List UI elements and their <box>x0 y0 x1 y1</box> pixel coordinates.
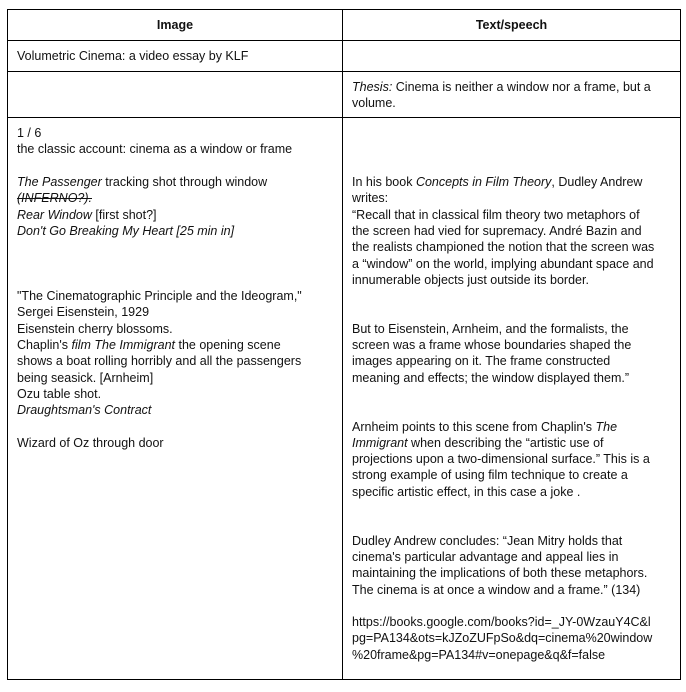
conclusion-line: cinema's particular advantage and appeal lies in <box>352 549 619 564</box>
thesis-line-2: volume. <box>352 95 396 110</box>
draughtsman-note: Draughtsman's Contract <box>17 403 152 418</box>
arnheim-line: Immigrant when describing the “artistic use of <box>352 435 604 450</box>
source-url-line[interactable]: pg=PA134&ots=kJZoZUFpSo&dq=cinema%20window <box>352 631 653 646</box>
thesis-text: Cinema is neither a window nor a frame, but a <box>392 79 651 94</box>
eisenstein-note: Sergei Eisenstein, 1929 <box>17 305 150 320</box>
passenger-note: The Passenger tracking shot through window <box>17 175 268 190</box>
section-counter: 1 / 6 <box>17 126 42 141</box>
ozu-note: Ozu table shot. <box>17 386 102 401</box>
title-cell: Volumetric Cinema: a video essay by KLF <box>8 41 343 71</box>
header-text-speech: Text/speech <box>343 10 681 41</box>
title-text-cell <box>343 41 681 71</box>
cine-principle-note: "The Cinematographic Principle and the Ideogram," <box>17 289 302 304</box>
chaplin-note-2: shows a boat rolling horribly and all the passengers <box>17 354 302 369</box>
arnheim-line: strong example of using film technique to create a <box>352 468 628 483</box>
title-row <box>8 41 681 71</box>
wizard-note: Wizard of Oz through door <box>17 435 164 450</box>
quote-2-line: screen was a frame whose boundaries shaped the <box>352 338 632 353</box>
inferno-note: (INFERNO?). <box>17 191 92 206</box>
quote-1-line: a “window” on the world, implying abundant space and <box>352 256 654 271</box>
andrew-intro: In his book Concepts in Film Theory, Dudley Andrew <box>352 175 643 190</box>
thesis-line-1 <box>352 79 672 95</box>
thesis-image-cell <box>8 71 343 118</box>
quote-2-line: images appearing on it. The frame constructed <box>352 354 611 369</box>
dont-go-note: Don't Go Breaking My Heart [25 min in] <box>17 223 235 238</box>
arnheim-line: specific artistic effect, in this case a joke . <box>352 484 581 499</box>
passenger-title: The Passenger <box>17 175 102 190</box>
cherry-note: Eisenstein cherry blossoms. <box>17 321 173 336</box>
speech-cell <box>343 118 681 680</box>
script-table <box>7 9 681 680</box>
conclusion-line: The cinema is at once a window and a frame.” (134) <box>352 582 641 597</box>
arnheim-line: projections upon a two-dimensional surface.” This is a <box>352 452 650 467</box>
thesis-cell <box>343 71 681 118</box>
book-title: Concepts in Film Theory <box>415 175 552 190</box>
rear-window-note: Rear Window [first shot?] <box>17 207 157 222</box>
quote-1-line: innumerable objects just outside its border. <box>352 272 589 287</box>
quote-2-line: But to Eisenstein, Arnheim, and the formalists, the <box>352 321 629 336</box>
header-image: Image <box>8 10 343 41</box>
section-subtitle: the classic account: cinema as a window or frame <box>17 142 293 157</box>
conclusion-line: Dudley Andrew concludes: “Jean Mitry holds that <box>352 533 623 548</box>
thesis-row <box>8 71 681 118</box>
quote-1-line: the screen had vied for supremacy. André Bazin and <box>352 223 642 238</box>
arnheim-line: Arnheim points to this scene from Chaplin's The <box>352 419 618 434</box>
source-url-line[interactable]: %20frame&pg=PA134#v=onepage&q&f=false <box>352 647 606 662</box>
quote-2-line: meaning and effects; the window displayed them.” <box>352 370 630 385</box>
conclusion-line: maintaining the implications of both these metaphors. <box>352 566 648 581</box>
thesis-label: Thesis: <box>352 79 393 94</box>
chaplin-note: Chaplin's film The Immigrant the opening scene <box>17 338 281 353</box>
source-url-line[interactable]: https://books.google.com/books?id=_JY-0WzauY4C&l <box>352 615 651 630</box>
image-notes-cell <box>8 118 343 680</box>
andrew-writes: writes: <box>352 191 389 206</box>
header-row <box>8 10 681 41</box>
section-row <box>8 118 681 680</box>
quote-1-line: the realists championed the notion that the screen was <box>352 240 655 255</box>
quote-1-line: “Recall that in classical film theory two metaphors of <box>352 207 640 222</box>
chaplin-note-3: being seasick. [Arnheim] <box>17 370 154 385</box>
